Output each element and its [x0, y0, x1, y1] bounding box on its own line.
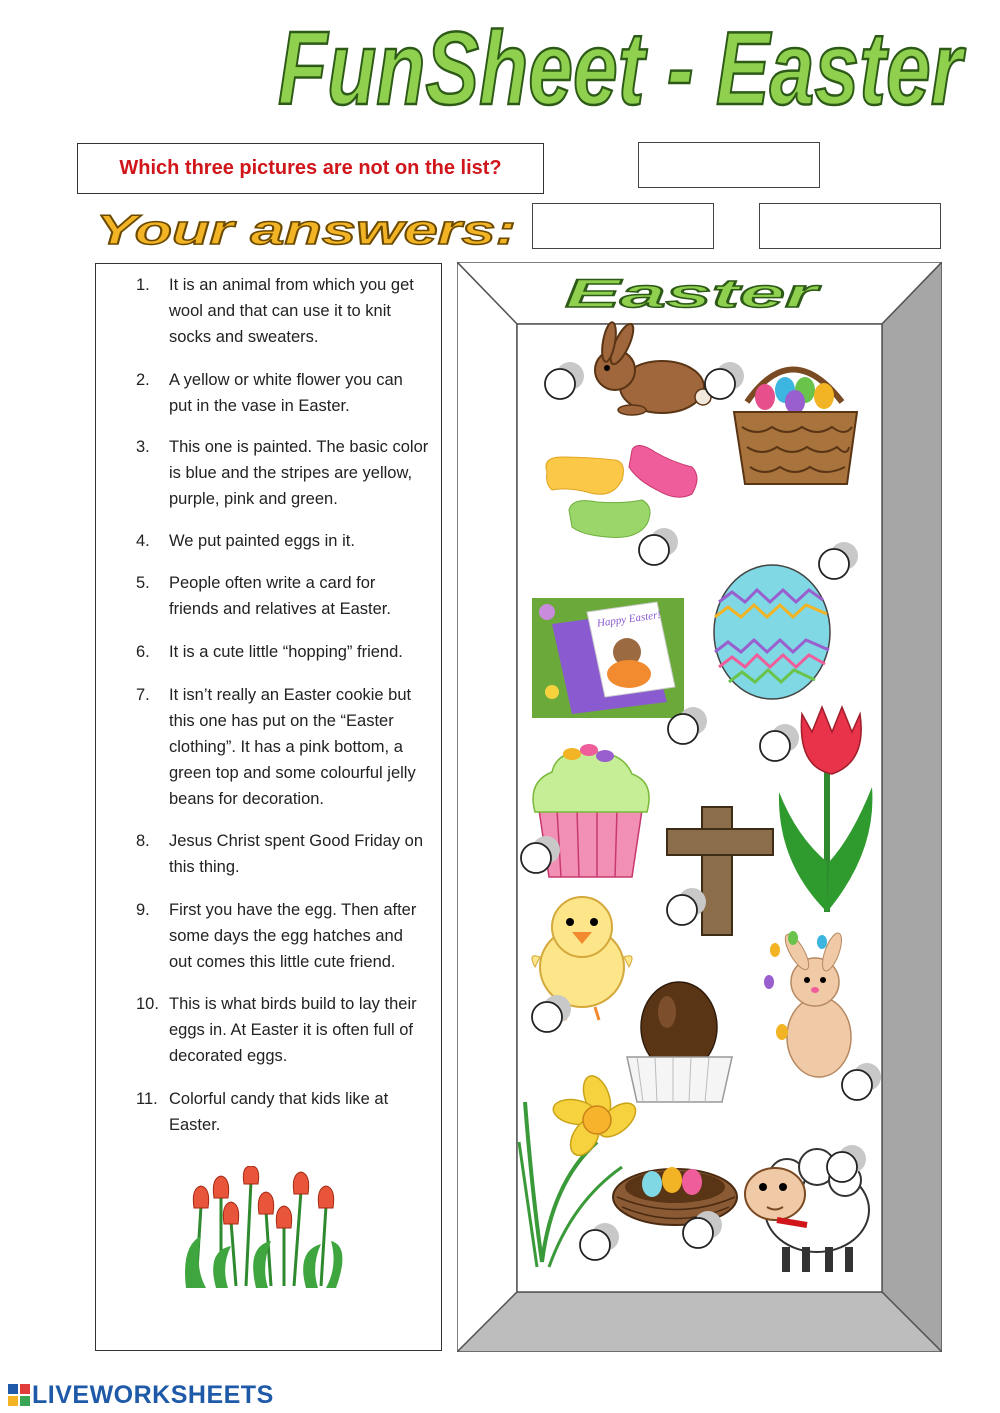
clue-text	[169, 434, 434, 512]
clue-line: some days the egg hatches and	[169, 927, 403, 945]
clue-number: 3.	[136, 438, 150, 456]
clue-line: wool and that can use it to knit	[169, 302, 391, 320]
question-text: Which three pictures are not on the list?	[119, 157, 502, 179]
picture-panel	[457, 262, 942, 1352]
clue-line: A yellow or white flower you can	[169, 371, 403, 389]
clue-line: This one is painted. The basic color	[169, 438, 429, 456]
clue-line: this thing.	[169, 858, 240, 876]
clue-line: It isn’t really an Easter cookie but	[169, 686, 412, 704]
clue-line: We put painted eggs in it.	[169, 532, 355, 550]
clue-line: decorated eggs.	[169, 1047, 288, 1065]
clue-text	[169, 570, 434, 622]
clue-line: Colorful candy that kids like at	[169, 1090, 389, 1108]
clue-number: 11.	[136, 1090, 158, 1108]
worksheet-title-text: FunSheet - Easter	[278, 11, 967, 118]
clue-number: 4.	[136, 532, 150, 550]
clue-number: 7.	[136, 686, 150, 704]
clue-line: out comes this little cute friend.	[169, 953, 396, 971]
panel-title: Easter	[565, 272, 822, 316]
clue-text	[169, 682, 434, 812]
clue-text	[169, 367, 434, 419]
frame-left-wall	[457, 262, 517, 1352]
clue-line: Easter.	[169, 1116, 221, 1134]
clue-text	[169, 991, 434, 1069]
answers-label	[92, 204, 522, 254]
clue-number: 5.	[136, 574, 150, 592]
answer-input-3[interactable]	[759, 203, 941, 249]
striped-egg-icon	[714, 565, 830, 699]
clue-line: clothing”. It has a pink bottom, a	[169, 738, 403, 756]
answers-label-text: Your answers:	[96, 206, 516, 253]
brand-logo	[8, 1380, 274, 1410]
question-box	[77, 143, 544, 194]
clue-line: purple, pink and green.	[169, 490, 338, 508]
clue-line: First you have the egg. Then after	[169, 901, 417, 919]
clue-line: is blue and the stripes are yellow,	[169, 464, 413, 482]
clue-number: 2.	[136, 371, 150, 389]
clue-text	[169, 1086, 434, 1138]
clue-line: this one has put on the “Easter	[169, 712, 394, 730]
frame-bottom-wall	[457, 1292, 942, 1352]
card-text: Happy Easter!	[596, 608, 662, 630]
easter-card-icon	[532, 598, 684, 718]
clue-line: beans for decoration.	[169, 790, 325, 808]
answer-input-2[interactable]	[532, 203, 714, 249]
clue-line: friends and relatives at Easter.	[169, 600, 391, 618]
clue-line: green top and some colourful jelly	[169, 764, 416, 782]
clue-text	[169, 272, 434, 350]
frame-right-wall	[882, 262, 942, 1352]
clue-line: put in the vase in Easter.	[169, 397, 350, 415]
clues-panel	[95, 263, 442, 1351]
clue-line: Jesus Christ spent Good Friday on	[169, 832, 424, 850]
clue-line: People often write a card for	[169, 574, 376, 592]
clue-line: socks and sweaters.	[169, 328, 319, 346]
clue-text	[169, 828, 434, 880]
clue-text	[169, 639, 434, 665]
clue-number: 8.	[136, 832, 150, 850]
clue-line: eggs in. At Easter it is often full of	[169, 1021, 413, 1039]
clue-text	[169, 528, 434, 554]
clue-line: It is an animal from which you get	[169, 276, 414, 294]
clue-number: 1.	[136, 276, 150, 294]
worksheet-title	[270, 8, 970, 118]
brand-name: LIVEWORKSHEETS	[32, 1380, 274, 1409]
clue-number: 9.	[136, 901, 150, 919]
clue-number: 6.	[136, 643, 150, 661]
clue-number: 10.	[136, 995, 159, 1013]
liveworksheets-logo-icon	[8, 1384, 30, 1406]
tulip-bouquet-icon	[176, 1166, 356, 1288]
clue-line: This is what birds build to lay their	[169, 995, 417, 1013]
answer-input-1[interactable]	[638, 142, 820, 188]
clue-line: It is a cute little “hopping” friend.	[169, 643, 403, 661]
clue-text	[169, 897, 434, 975]
